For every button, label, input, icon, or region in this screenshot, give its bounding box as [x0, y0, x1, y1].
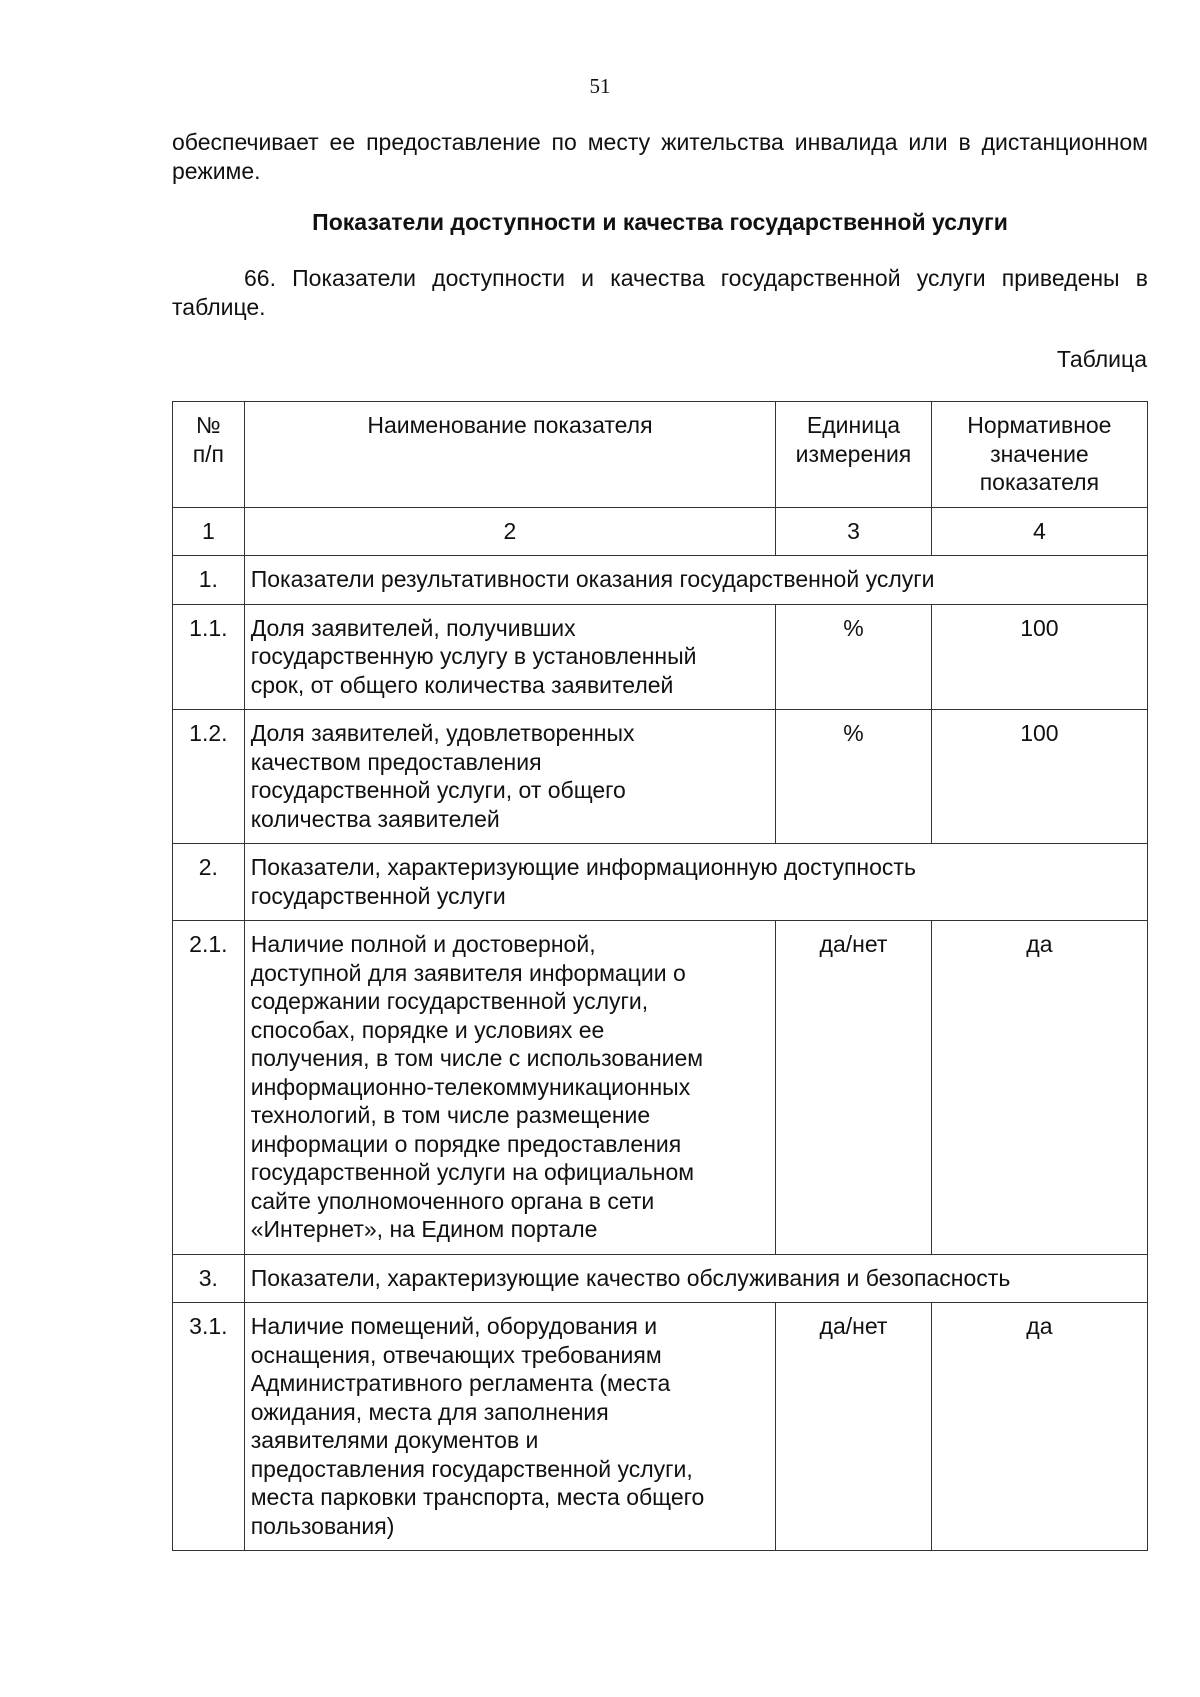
indicators-table: [172, 401, 1148, 1551]
section-heading: Показатели доступности и качества государственной услуги: [312, 209, 1008, 235]
indicator-name-text: Доля заявителей, получивших государственную услугу в установленный срок, от общего количества заявителей: [250, 614, 697, 698]
page-number: 51: [589, 74, 611, 98]
indicator-name: [244, 921, 775, 1255]
paragraph-66: 66. Показатели доступности и качества государственной услуги приведены в таблице.: [172, 265, 1148, 320]
indicator-name-text: Наличие полной и достоверной, доступной для заявителя информации о содержании государственной услуги, способах, порядке и условиях ее получения, в том числе с использованием информационно-телекоммуникационных технологий, в том числе размещение информации о порядке предоставления государственной услуги на официальном сайте уполномоченного органа в сети «Интернет», на Едином портале: [250, 931, 704, 1242]
row-number: 3.1.: [173, 1303, 245, 1551]
row-number: 2.: [173, 844, 245, 921]
section-title: [244, 556, 1147, 605]
column-numbers-row: [173, 507, 1148, 556]
header-num: [173, 402, 245, 508]
indicator-value: 100: [931, 604, 1147, 710]
column-number-cell: 3: [776, 507, 932, 556]
table-row-section-2: [173, 844, 1148, 921]
header-name-text: Наименование показателя: [367, 412, 653, 438]
section-title: [244, 844, 1147, 921]
indicator-value: да: [931, 1303, 1147, 1551]
table-body: [173, 556, 1148, 1551]
header-name: [244, 402, 775, 508]
indicator-value: 100: [931, 710, 1147, 844]
table-header-row: [173, 402, 1148, 508]
section-title-text: Показатели результативности оказания государственной услуги: [250, 566, 935, 592]
table-row-section-1: [173, 556, 1148, 605]
indicator-unit: %: [776, 604, 932, 710]
table-row-1-2: [173, 710, 1148, 844]
section-title-text: Показатели, характеризующие информационную доступность государственной услуги: [250, 854, 916, 909]
indicator-value: да: [931, 921, 1147, 1255]
table-row-1-1: [173, 604, 1148, 710]
indicator-name: [244, 710, 775, 844]
indicator-unit: да/нет: [776, 1303, 932, 1551]
intro-paragraph: обеспечивает ее предоставление по месту жительства инвалида или в дистанционном режиме.: [172, 129, 1148, 184]
table-row-2-1: [173, 921, 1148, 1255]
header-value-text: Нормативное значение показателя: [967, 412, 1112, 495]
section-title-text: Показатели, характеризующие качество обслуживания и безопасность: [250, 1264, 1011, 1291]
header-num-text: № п/п: [192, 412, 225, 467]
section-title: [244, 1254, 1147, 1303]
indicator-name: [244, 1303, 775, 1551]
table-row-3-1: [173, 1303, 1148, 1551]
table-caption: Таблица: [1056, 346, 1147, 372]
indicator-unit: %: [776, 710, 932, 844]
indicator-unit: да/нет: [776, 921, 932, 1255]
row-number: 1.1.: [173, 604, 245, 710]
indicator-name-text: Наличие помещений, оборудования и оснащения, отвечающих требованиям Административного регламента (места ожидания, места для заполнения заявителями документов и предоставления государственной услуги, места парковки транспорта, места общего пользования): [250, 1313, 705, 1539]
indicator-name-text: Доля заявителей, удовлетворенных качеством предоставления государственной услуги, от общего количества заявителей: [250, 720, 635, 832]
column-number-cell: 4: [931, 507, 1147, 556]
header-unit-text: Единица измерения: [795, 412, 912, 467]
indicator-name: [244, 604, 775, 710]
column-number-cell: 2: [244, 507, 775, 556]
header-unit: [776, 402, 932, 508]
row-number: 1.2.: [173, 710, 245, 844]
row-number: 2.1.: [173, 921, 245, 1255]
header-value: [931, 402, 1147, 508]
column-number-cell: 1: [173, 507, 245, 556]
row-number: 1.: [173, 556, 245, 605]
row-number: 3.: [173, 1254, 245, 1303]
table-row-section-3: [173, 1254, 1148, 1303]
